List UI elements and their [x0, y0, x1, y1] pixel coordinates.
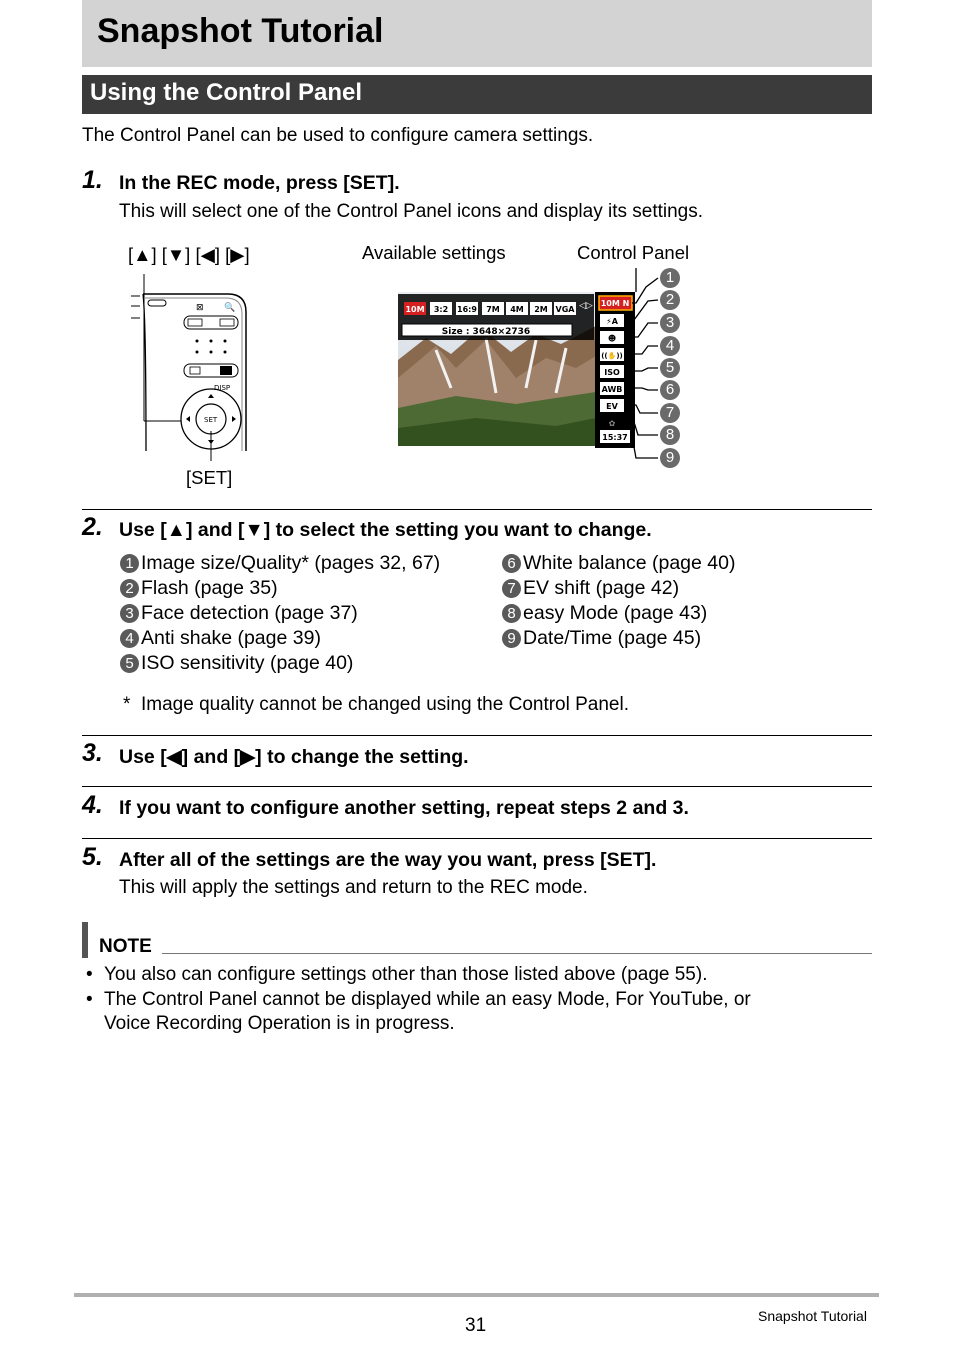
step-3-number: 3.	[82, 739, 103, 767]
footer-title: Snapshot Tutorial	[758, 1308, 867, 1324]
note-bullet: The Control Panel cannot be displayed while an easy Mode, For YouTube, or	[104, 989, 751, 1010]
step-4-heading: If you want to configure another setting, repeat steps 2 and 3.	[119, 797, 689, 819]
settings-list-item: 9 Date/Time (page 45)	[502, 627, 701, 650]
bullet-icon: •	[86, 964, 93, 985]
panel-icon-awb: AWB	[601, 385, 623, 394]
size-readout: Size : 3648×2736	[441, 327, 531, 337]
svg-text:🔍: 🔍	[224, 303, 236, 313]
setting-option-10m: 10M	[405, 305, 425, 314]
step-5-body: This will apply the settings and return to the REC mode.	[119, 877, 588, 898]
panel-icon-flash: ⚡A	[606, 317, 618, 326]
callout-9: 9	[660, 448, 680, 468]
panel-icon-shake: ((✋))	[601, 352, 623, 360]
divider	[82, 509, 872, 510]
setting-option-vga: VGA	[555, 305, 575, 314]
note-bullet-continuation: Voice Recording Operation is in progress.	[104, 1013, 455, 1034]
note-marker	[82, 922, 88, 958]
step-1-number: 1.	[82, 166, 103, 194]
callout-5: 5	[660, 358, 680, 378]
settings-list-item: 4 Anti shake (page 39)	[120, 627, 321, 650]
settings-list-item: 2 Flash (page 35)	[120, 577, 278, 600]
svg-text:⊠: ⊠	[196, 303, 204, 313]
callout-1: 1	[660, 268, 680, 288]
callout-8: 8	[660, 425, 680, 445]
callout-2: 2	[660, 290, 680, 310]
note-bullet: You also can configure settings other than those listed above (page 55).	[104, 964, 708, 985]
divider	[82, 735, 872, 736]
step-4-number: 4.	[82, 791, 103, 819]
camera-set-text: SET	[204, 416, 218, 424]
step-5-number: 5.	[82, 843, 103, 871]
panel-icon-face: ☻	[607, 334, 617, 343]
intro-text: The Control Panel can be used to configure camera settings.	[82, 125, 594, 146]
note-label: NOTE	[99, 936, 152, 957]
callout-4: 4	[660, 336, 680, 356]
setting-option-3-2: 3:2	[433, 305, 449, 314]
divider	[82, 838, 872, 839]
callout-6: 6	[660, 380, 680, 400]
panel-icon-size: 10M N	[600, 299, 630, 308]
footnote: Image quality cannot be changed using the Control Panel.	[141, 694, 629, 715]
note-rule	[162, 953, 872, 954]
lcd-screen-illustration	[396, 268, 696, 468]
setting-option-2m: 2M	[534, 305, 548, 314]
settings-list-item: 7 EV shift (page 42)	[502, 577, 679, 600]
divider	[82, 786, 872, 787]
arrow-keys-label: [▲] [▼] [◀] [▶]	[128, 244, 250, 265]
footer-rule	[74, 1293, 879, 1297]
step-2-heading: Use [▲] and [▼] to select the setting you want to change.	[119, 519, 652, 541]
panel-icon-iso: ISO	[604, 368, 620, 377]
step-3-heading: Use [◀] and [▶] to change the setting.	[119, 746, 469, 768]
set-button-label: [SET]	[186, 467, 233, 488]
chapter-title: Snapshot Tutorial	[97, 12, 384, 50]
callout-7: 7	[660, 403, 680, 423]
control-panel-label: Control Panel	[577, 242, 690, 263]
callout-3: 3	[660, 313, 680, 333]
footnote-mark: *	[123, 694, 131, 715]
panel-icon-datetime: 15:37	[602, 433, 628, 442]
camera-disp-text: DISP	[214, 384, 231, 392]
step-1-body: This will select one of the Control Panel icons and display its settings.	[119, 201, 704, 222]
camera-back-illustration	[128, 266, 258, 466]
bullet-icon: •	[86, 989, 93, 1010]
section-title: Using the Control Panel	[90, 79, 363, 106]
setting-option-16-9: 16:9	[457, 305, 477, 314]
step-1-heading: In the REC mode, press [SET].	[119, 172, 400, 194]
panel-icon-ev: EV	[606, 402, 618, 411]
settings-list-item: 3 Face detection (page 37)	[120, 602, 358, 625]
setting-option-4m: 4M	[510, 305, 524, 314]
svg-text:◁▷: ◁▷	[579, 301, 593, 311]
settings-list-item: 1 Image size/Quality* (pages 32, 67)	[120, 552, 440, 575]
setting-option-7m: 7M	[486, 305, 500, 314]
step-5-heading: After all of the settings are the way you want, press [SET].	[119, 849, 657, 871]
settings-list-item: 6 White balance (page 40)	[502, 552, 735, 575]
available-settings-label: Available settings	[362, 242, 506, 263]
settings-list-item: 5 ISO sensitivity (page 40)	[120, 652, 353, 675]
step-2-number: 2.	[82, 513, 103, 541]
page-number: 31	[465, 1315, 487, 1336]
panel-icon-easy: ✿	[608, 419, 616, 428]
settings-list-item: 8 easy Mode (page 43)	[502, 602, 707, 625]
